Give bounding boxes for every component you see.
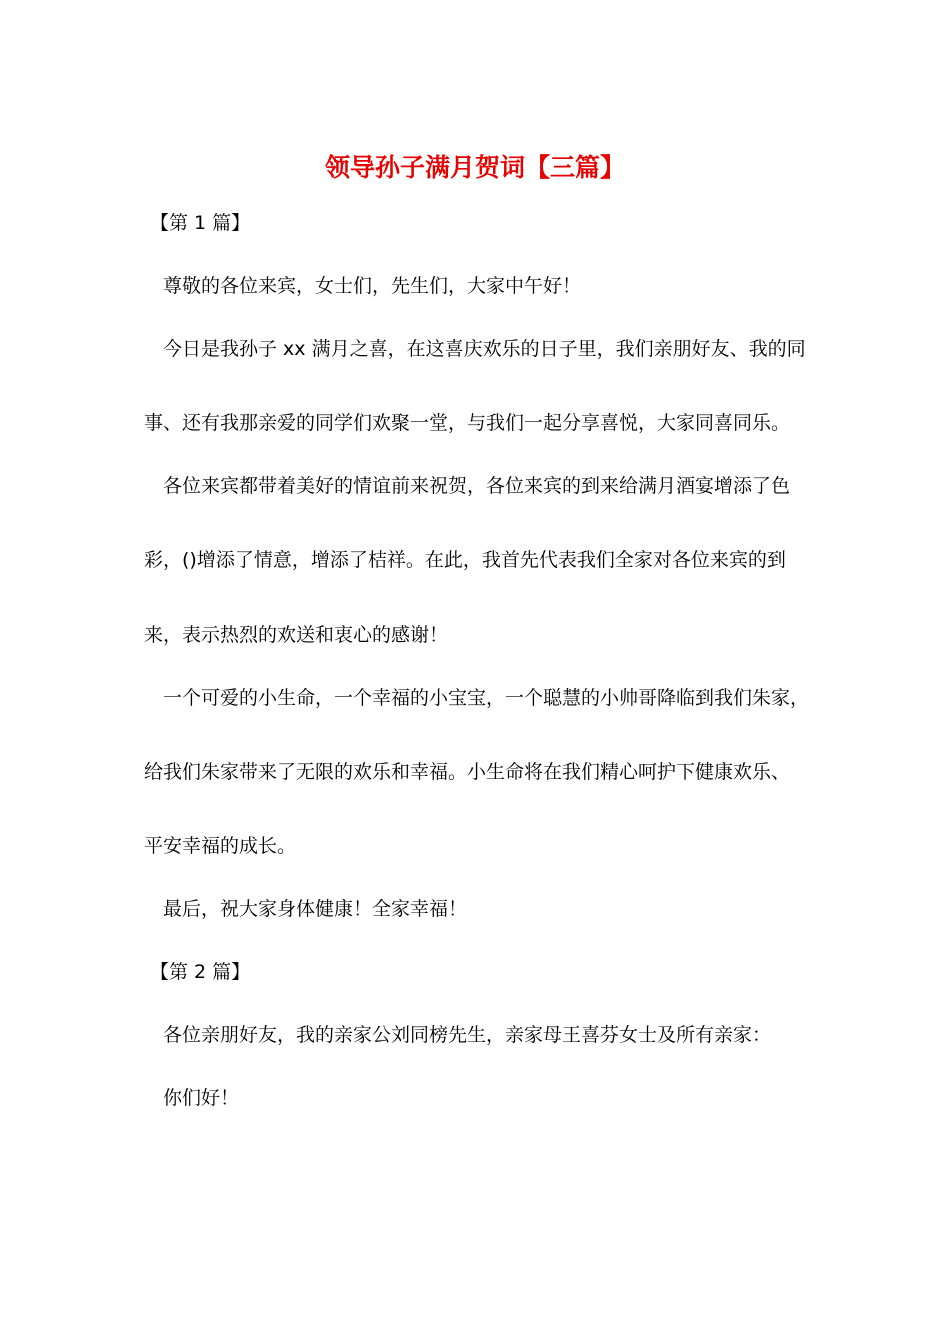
paragraph-closing: 最后，祝大家身体健康！全家幸福！ bbox=[163, 898, 468, 920]
paragraph-line: 一个可爱的小生命，一个幸福的小宝宝，一个聪慧的小帅哥降临到我们朱家， bbox=[163, 687, 810, 709]
paragraph-line: 事、还有我那亲爱的同学们欢聚一堂，与我们一起分享喜悦，大家同喜同乐。 bbox=[144, 412, 791, 434]
paragraph-line: 各位亲朋好友，我的亲家公刘同榜先生，亲家母王喜芬女士及所有亲家： bbox=[163, 1024, 772, 1046]
paragraph-greeting: 尊敬的各位来宾，女士们，先生们，大家中午好！ bbox=[163, 275, 582, 297]
document-title: 领导孙子满月贺词【三篇】 bbox=[324, 153, 625, 182]
section-heading-1: 【第 1 篇】 bbox=[150, 212, 251, 234]
paragraph-line: 平安幸福的成长。 bbox=[144, 835, 297, 857]
paragraph-line: 给我们朱家带来了无限的欢乐和幸福。小生命将在我们精心呵护下健康欢乐、 bbox=[144, 761, 791, 783]
paragraph-line: 来，表示热烈的欢送和衷心的感谢！ bbox=[144, 624, 449, 646]
section-heading-2: 【第 2 篇】 bbox=[150, 961, 251, 983]
paragraph-line: 今日是我孙子 xx 满月之喜，在这喜庆欢乐的日子里，我们亲朋好友、我的同 bbox=[163, 338, 806, 360]
paragraph-line: 你们好！ bbox=[163, 1087, 240, 1109]
paragraph-line: 彩，()增添了情意，增添了桔祥。在此，我首先代表我们全家对各位来宾的到 bbox=[144, 549, 786, 571]
paragraph-line: 各位来宾都带着美好的情谊前来祝贺，各位来宾的到来给满月酒宴增添了色 bbox=[163, 475, 791, 497]
